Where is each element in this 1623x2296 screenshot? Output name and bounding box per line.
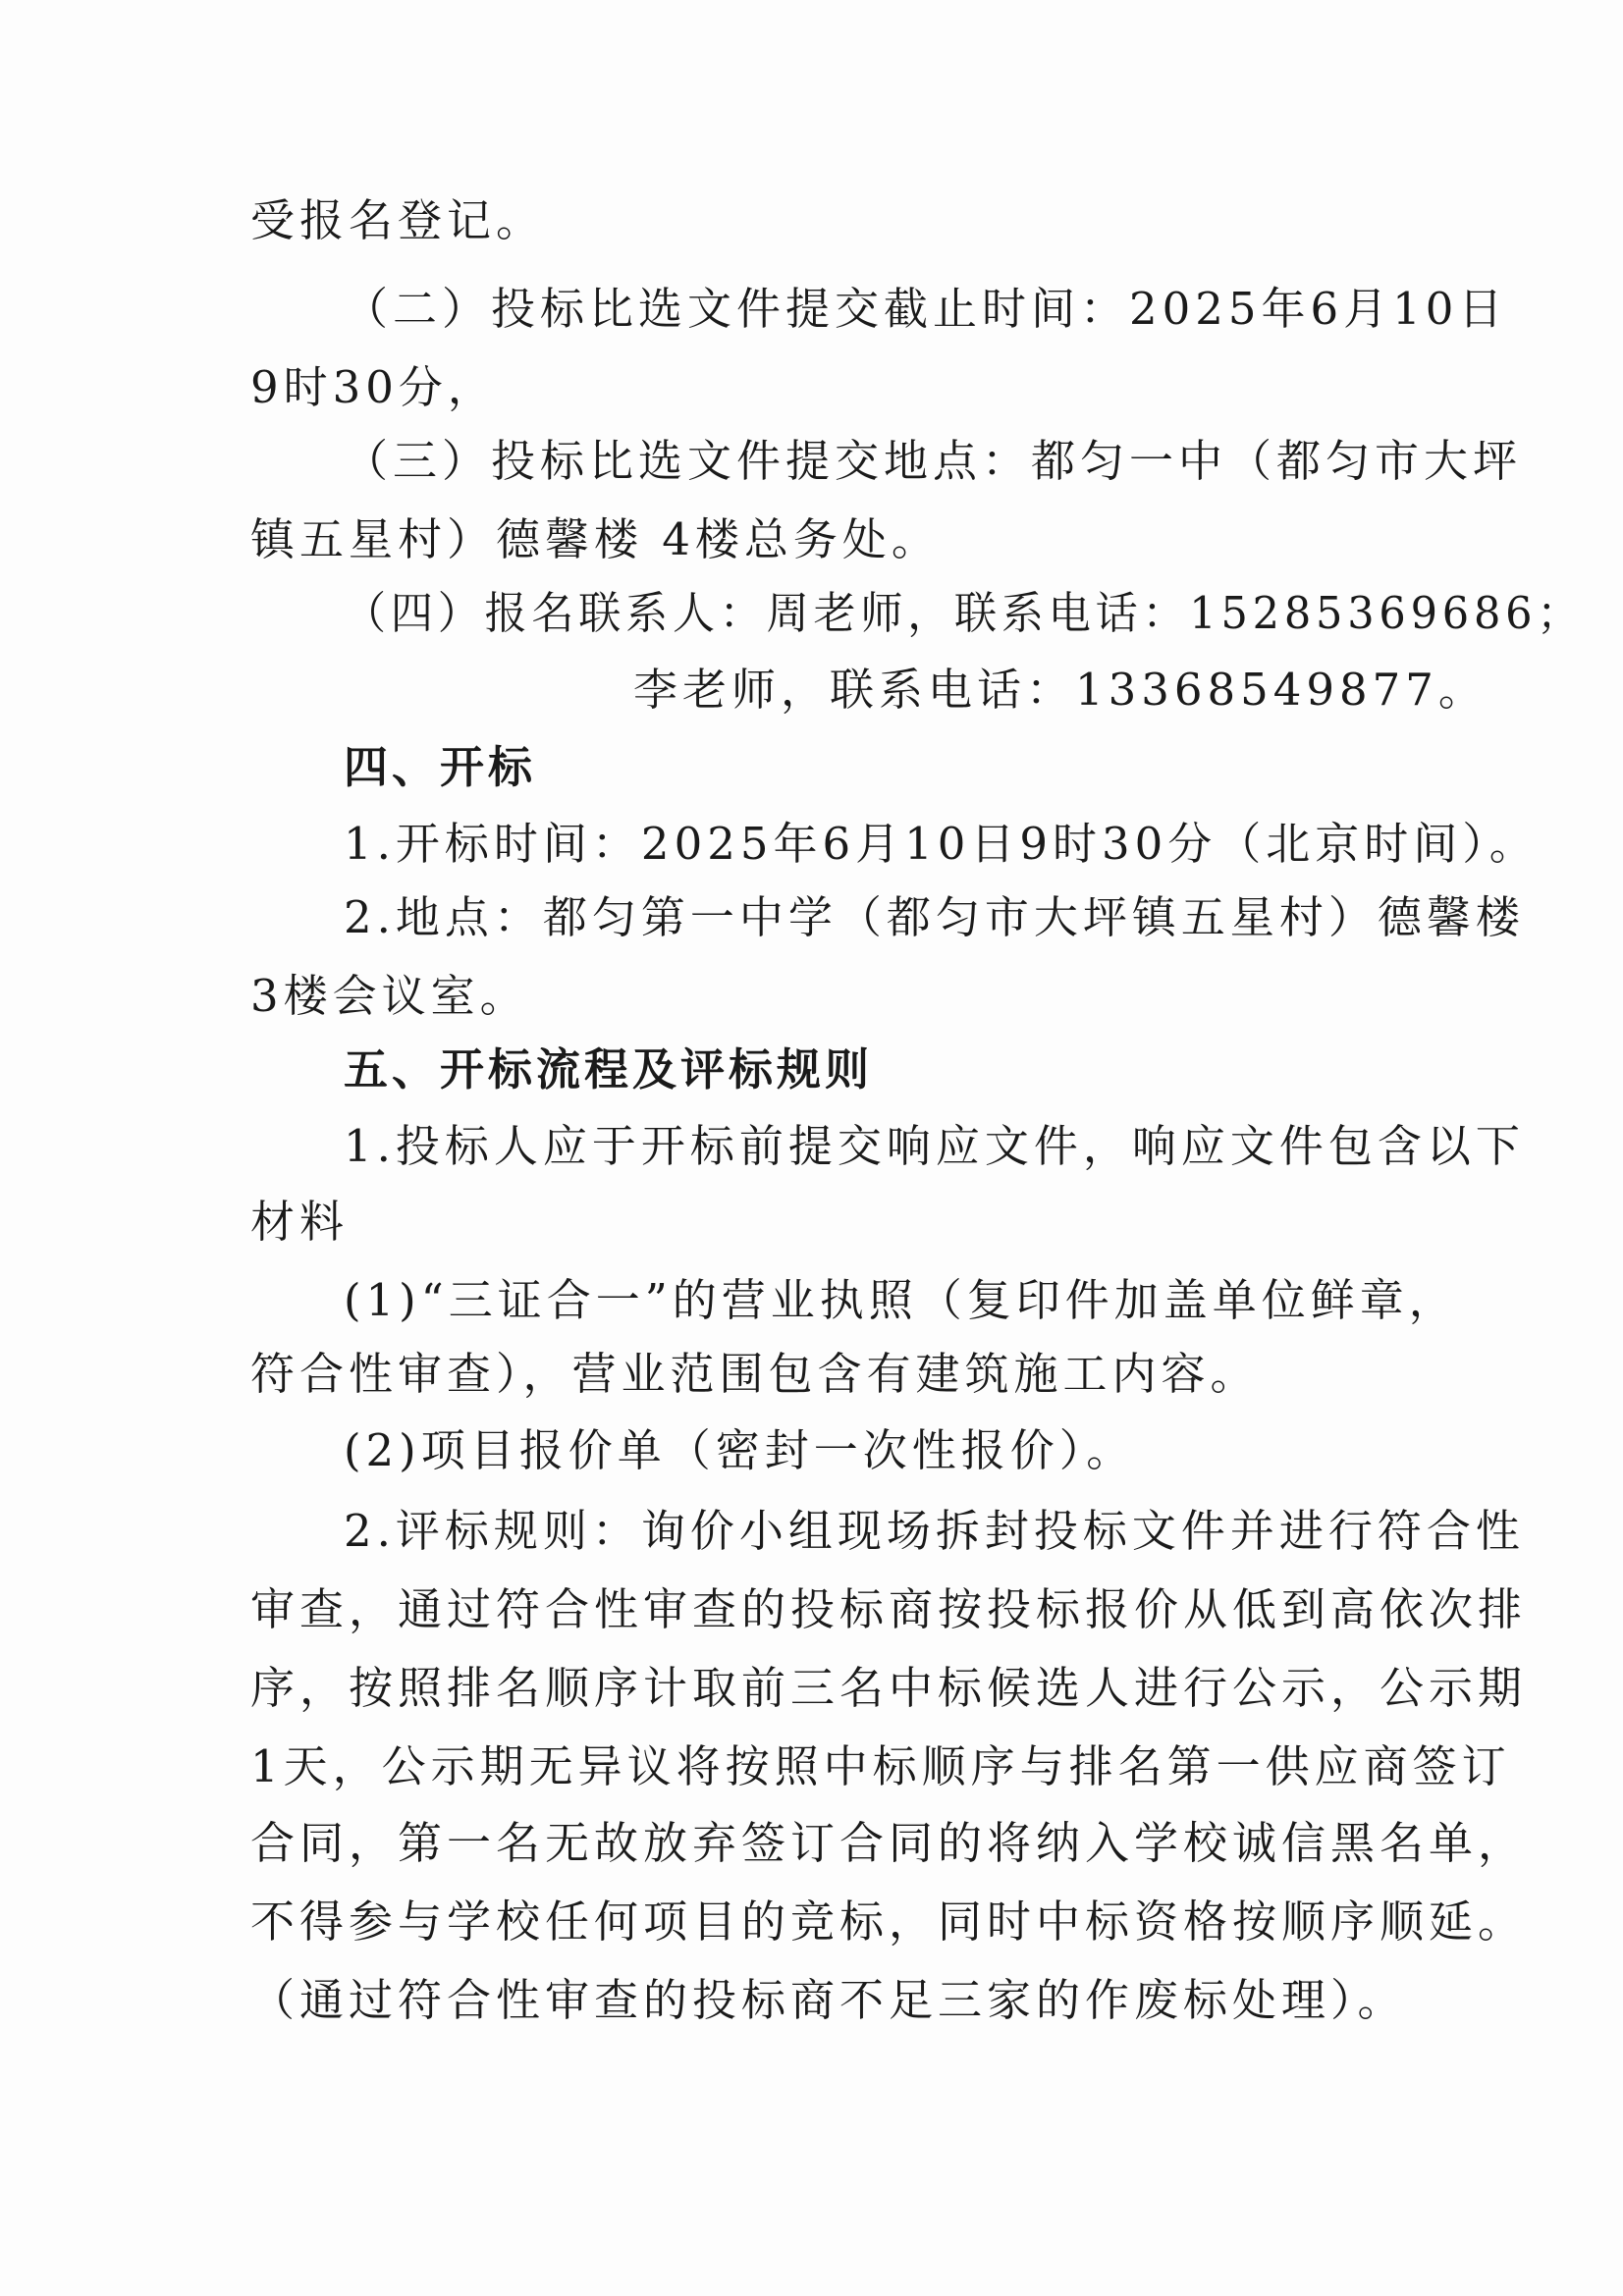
text-line: 审查，通过符合性审查的投标商按投标报价从低到高依次排 <box>250 1583 1528 1635</box>
text-line: 2.评标规则：询价小组现场拆封投标文件并进行符合性 <box>344 1505 1525 1557</box>
text-line: (2)项目报价单（密封一次性报价）。 <box>344 1424 1136 1476</box>
text-line: 受报名登记。 <box>250 194 546 246</box>
text-line: 镇五星村）德馨楼 4楼总务处。 <box>250 513 941 565</box>
text-line: 3楼会议室。 <box>250 970 529 1022</box>
text-line: （三）投标比选文件提交地点：都匀一中（都匀市大坪 <box>344 435 1523 487</box>
text-line: 材料 <box>250 1196 350 1248</box>
text-line: 序，按照排名顺序计取前三名中标候选人进行公示，公示期 <box>250 1662 1528 1714</box>
text-line: (1)“三证合一”的营业执照（复印件加盖单位鲜章， <box>344 1274 1458 1326</box>
text-line: 1.开标时间：2025年6月10日9时30分（北京时间）。 <box>344 818 1539 870</box>
text-line: 2.地点：都匀第一中学（都匀市大坪镇五星村）德馨楼 <box>344 891 1525 943</box>
text-line: 9时30分， <box>250 361 497 413</box>
text-line: （四）报名联系人：周老师，联系电话：15285369686； <box>344 587 1585 639</box>
text-line: （通过符合性审查的投标商不足三家的作废标处理）。 <box>250 1974 1407 2026</box>
text-line: （二）投标比选文件提交截止时间：2025年6月10日 <box>344 283 1508 335</box>
text-line: 李老师，联系电话：13368549877。 <box>633 664 1488 716</box>
text-line: 合同，第一名无故放弃签订合同的将纳入学校诚信黑名单， <box>250 1817 1528 1869</box>
section-heading: 五、开标流程及评标规则 <box>344 1043 874 1095</box>
text-line: 不得参与学校任何项目的竞标，同时中标资格按顺序顺延。 <box>250 1896 1528 1948</box>
section-heading: 四、开标 <box>344 741 537 793</box>
text-line: 1.投标人应于开标前提交响应文件，响应文件包含以下 <box>344 1120 1525 1172</box>
text-line: 1天，公示期无异议将按照中标顺序与排名第一供应商签订 <box>250 1740 1511 1792</box>
text-line: 符合性审查），营业范围包含有建筑施工内容。 <box>250 1348 1260 1400</box>
